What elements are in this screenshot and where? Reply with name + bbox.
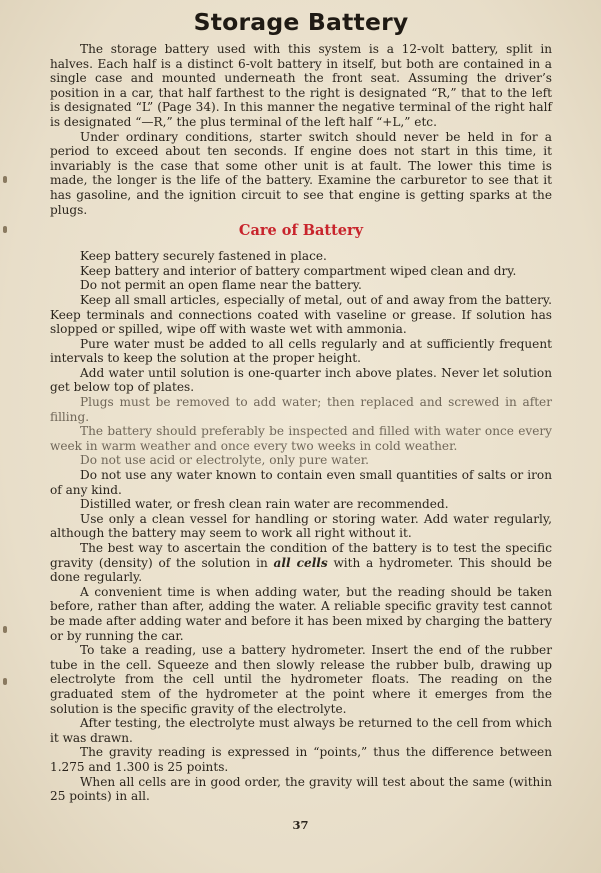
paragraph: Keep battery securely fastened in place. bbox=[80, 249, 327, 264]
paragraph: Keep all small articles, especially of metal, out of and away from the battery. Keep terminals and connections coated with vaseline or grease. If solution has slopped or spilled, wipe off with waste wet with ammonia. bbox=[50, 292, 552, 337]
gravity-text-end: with a hydrometer. This should be done regularly. bbox=[50, 555, 552, 585]
paragraph: Plugs must be removed to add water; then replaced and screwed in after filling. bbox=[50, 395, 552, 424]
paragraph: When all cells are in good order, the gravity will test about the same (within 25 points) in all. bbox=[50, 774, 552, 804]
margin-mark bbox=[3, 678, 7, 685]
paragraph: Do not use acid or electrolyte, only pure water. bbox=[80, 453, 370, 468]
margin-mark bbox=[3, 626, 7, 633]
paragraph: The gravity reading is expressed in “points,” thus the difference between 1.275 and 1.300 is 25 points. bbox=[50, 745, 552, 774]
paragraph: A convenient time is when adding water, but the reading should be taken before, rather than after, adding the water. A reliable specific gravity test cannot be made after adding water and before it has been mixed by charging the battery or by running the car. bbox=[50, 584, 552, 643]
page-title: Storage Battery bbox=[193, 8, 409, 36]
page-content bbox=[50, 8, 552, 804]
paragraph: Do not use any water known to contain even small quantities of salts or iron of any kind. bbox=[50, 468, 552, 497]
paragraph: The battery should preferably be inspected and filled with water once every week in warm weather and once every two weeks in cold weather. bbox=[50, 424, 552, 453]
margin-mark bbox=[3, 226, 7, 233]
page-number: 37 bbox=[292, 818, 309, 832]
paragraph: Distilled water, or fresh clean rain water are recommended. bbox=[80, 497, 449, 512]
margin-mark bbox=[3, 176, 7, 183]
paragraph: Add water until solution is one-quarter inch above plates. Never let solution get below top of plates. bbox=[50, 365, 552, 395]
paragraph: Under ordinary conditions, starter switch should never be held in for a period to exceed about ten seconds. If engine does not start in this time, it invariably is the case that some other unit is at fault. The lower this time is made, the longer is the life of the battery. Examine the carburetor to see that it has gasoline, and the ignition circuit to see that engine is getting sparks at the plugs. bbox=[50, 129, 552, 217]
paragraph: To take a reading, use a battery hydrometer. Insert the end of the rubber tube in the cell. Squeeze and then slowly release the rubber bulb, drawing up electrolyte from the cell until the hydrometer floats. The reading on the graduated stem of the hydrometer at the point where it emerges from the solution is the specific gravity of the electrolyte. bbox=[50, 643, 552, 716]
paragraph: After testing, the electrolyte must always be returned to the cell from which it was drawn. bbox=[50, 716, 552, 745]
paragraph: Use only a clean vessel for handling or storing water. Add water regularly, although the battery may seem to work all right without it. bbox=[50, 511, 552, 541]
section-heading: Care of Battery bbox=[238, 222, 364, 240]
paragraph-gravity bbox=[50, 541, 552, 585]
paragraph: Pure water must be added to all cells regularly and at sufficiently frequent intervals to keep the solution at the proper height. bbox=[50, 336, 552, 366]
paragraph: The storage battery used with this system is a 12-volt battery, split in halves. Each half is a distinct 6-volt battery in itself, but both are contained in a single case and mounted underneath the front seat. Assuming the driver’s position in a car, that half farthest to the right is designated “R,” that to the left is designated “L” (Page 34). In this manner the negative terminal of the right half is designated “—R,” the plus terminal of the left half “+L,” etc. bbox=[50, 42, 552, 129]
paragraph: Keep battery and interior of battery compartment wiped clean and dry. bbox=[80, 263, 517, 278]
gravity-emphasis: all cells bbox=[273, 555, 328, 570]
gravity-text-start: The best way to ascertain the condition of the battery is to test the specific gravity (density) of the solution in bbox=[50, 541, 552, 570]
paragraph: Do not permit an open flame near the battery. bbox=[80, 278, 362, 293]
